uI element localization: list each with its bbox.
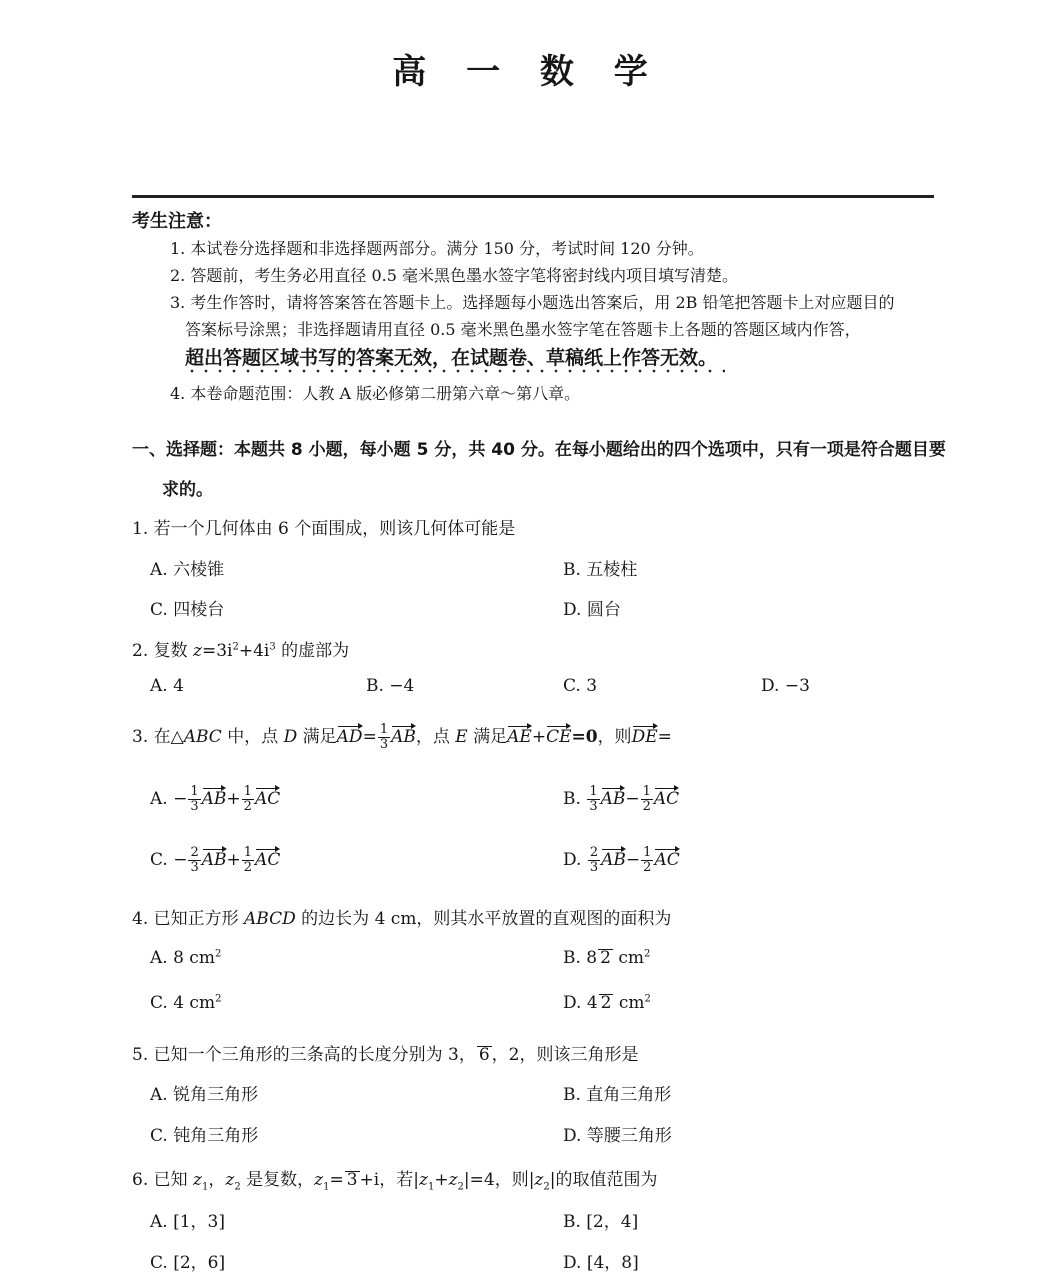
q3-point-e: E <box>455 727 468 747</box>
q2-option-c: C. 3 <box>563 676 598 696</box>
q3-mid5: ，则 <box>597 727 632 747</box>
question-3-stem <box>132 722 672 752</box>
q3-frac-one-third: $\frac{1}{3}$ <box>379 722 389 752</box>
q1-option-d: D. 圆台 <box>563 600 621 620</box>
q3-zero: =0 <box>571 727 598 747</box>
q2-plus: +4i <box>238 641 270 661</box>
question-2-stem <box>132 636 349 661</box>
q2-exp-1: 2 <box>232 641 239 653</box>
sqrt-symbol: 2 <box>600 948 611 968</box>
q3-eq2: = <box>657 727 672 747</box>
q5-option-c: C. 钝角三角形 <box>150 1126 259 1146</box>
emphasis-dots <box>185 369 725 373</box>
q3-option-d: D. $\frac{2}{3}$ AB− $\frac{1}{2}$ AC <box>563 845 680 875</box>
q3-vec-ad: AD <box>337 723 363 747</box>
q2-exp-2: 3 <box>269 641 276 653</box>
notice-item-3-emphasis: 超出答题区域书写的答案无效，在试题卷、草稿纸上作答无效。 <box>185 347 718 369</box>
notice-item-4: 4. 本卷命题范围：人教 A 版必修第二册第六章～第八章。 <box>170 384 581 403</box>
notice-heading: 考生注意： <box>132 211 222 232</box>
q3-vec-ce: CE <box>546 723 571 747</box>
q2-eq: =3i <box>202 641 233 661</box>
q3-option-c: C. − $\frac{2}{3}$ AB+ $\frac{1}{2}$ AC <box>150 845 281 875</box>
section-heading-cont: 求的。 <box>162 480 213 500</box>
q3-eq1: = <box>362 727 377 747</box>
q2-var-z: z <box>193 641 202 661</box>
q6-option-d: D. [4，8] <box>563 1253 639 1273</box>
sqrt-three: 3 <box>346 1170 358 1190</box>
q3-option-b: B. $\frac{1}{3}$ AB− $\frac{1}{2}$ AC <box>563 784 680 814</box>
notice-item-1: 1. 本试卷分选择题和非选择题两部分。满分 150 分，考试时间 120 分钟。 <box>170 239 704 258</box>
q3-option-a: A. − $\frac{1}{3}$ AB+ $\frac{1}{2}$ AC <box>150 784 281 814</box>
q3-mid2: 满足 <box>297 727 337 747</box>
header-rule <box>132 195 934 198</box>
q3-point-d: D <box>283 727 298 747</box>
q2-option-b: B. −4 <box>366 676 415 696</box>
sqrt-six: 6 <box>478 1045 490 1065</box>
question-1-stem: 1. 若一个几何体由 6 个面围成，则该几何体可能是 <box>132 519 516 539</box>
q2-tail: 的虚部为 <box>275 641 350 661</box>
q4-option-b: B. 8 2 $cm^2$ <box>563 948 651 968</box>
notice-item-3-cont: 答案标号涂黑；非选择题请用直径 0.5 毫米黑色墨水签字笔在答题卡上各题的答题区域内作答， <box>185 320 861 339</box>
q3-pre: 3. 在△ <box>132 727 184 747</box>
q3-mid1: 中，点 <box>221 727 284 747</box>
q6-option-c: C. [2，6] <box>150 1253 226 1273</box>
q4-option-d: D. 4 2 $cm^2$ <box>563 993 651 1013</box>
q3-vec-de: DE <box>632 723 658 747</box>
q1-option-b: B. 五棱柱 <box>563 560 638 580</box>
question-5-stem: 5. 已知一个三角形的三条高的长度分别为 3， 6 ，2，则该三角形是 <box>132 1045 639 1065</box>
q2-number: 2. 复数 <box>132 641 194 661</box>
q6-option-a: A. [1，3] <box>150 1212 225 1232</box>
sqrt-symbol: 2 <box>600 993 612 1013</box>
q1-option-a: A. 六棱锥 <box>150 560 225 580</box>
q2-option-a: A. 4 <box>150 676 184 696</box>
q3-vec-ae: AE <box>507 723 532 747</box>
q4-option-a: A. 8 $cm^2$ <box>150 948 222 968</box>
q3-abc: ABC <box>183 727 222 747</box>
q3-mid3: ，点 <box>415 727 456 747</box>
q3-vec-ab: AB <box>391 723 416 747</box>
q3-mid4: 满足 <box>467 727 508 747</box>
q6-option-b: B. [2，4] <box>563 1212 639 1232</box>
page-title: 高 一 数 学 <box>392 52 662 92</box>
q4-option-c: C. 4 $cm^2$ <box>150 993 222 1013</box>
q3-plus: + <box>531 727 547 747</box>
q4-abcd: ABCD <box>244 909 296 929</box>
q5-option-d: D. 等腰三角形 <box>563 1126 672 1146</box>
notice-item-3: 3. 考生作答时，请将答案答在答题卡上。选择题每小题选出答案后，用 2B 铅笔把答题卡上对应题目的 <box>170 293 895 312</box>
section-heading: 一、选择题：本题共 8 小题，每小题 5 分，共 40 分。在每小题给出的四个选项中，只有一项是符合题目要 <box>132 440 946 460</box>
q5-option-b: B. 直角三角形 <box>563 1085 672 1105</box>
question-4-stem: 4. 已知正方形 ABCD 的边长为 4 cm，则其水平放置的直观图的面积为 <box>132 909 672 929</box>
notice-item-2: 2. 答题前，考生务必用直径 0.5 毫米黑色墨水签字笔将密封线内项目填写清楚。 <box>170 266 738 285</box>
q1-option-c: C. 四棱台 <box>150 600 225 620</box>
q2-option-d: D. −3 <box>761 676 810 696</box>
q5-option-a: A. 锐角三角形 <box>150 1085 259 1105</box>
question-6-stem: 6. 已知 $z_1$，$z_2$ 是复数，$z_1= 3 +i$，若$|z_1+z_2|=4$，则$|z_2|$的取值范围为 <box>132 1170 658 1193</box>
